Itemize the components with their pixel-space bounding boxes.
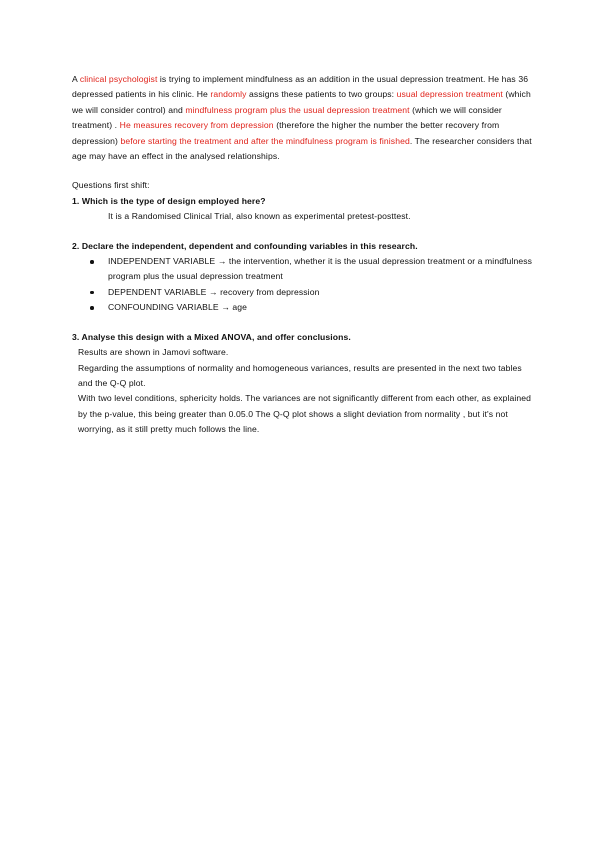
list-item-text: CONFOUNDING VARIABLE → age [108, 302, 248, 313]
intro-seg: is trying to implement mindfulness as an addition in the usual depression treatment. He has 36 depressed patients in his clinic. He [72, 74, 529, 100]
intro-seg-red: clinical psychologist [79, 74, 158, 84]
question-3-line: Regarding the assumptions of normality and homogeneous variances, results are presented in the next two tables and the Q-Q plot. [78, 362, 522, 388]
intro-seg: A [72, 74, 80, 84]
spacer [72, 316, 532, 330]
question-1-answer: It is a Randomised Clinical Trial, also known as experimental pretest-posttest. [108, 211, 411, 222]
list-item [72, 254, 532, 285]
question-3-title: 3. Analyse this design with a Mixed ANOVA, and offer conclusions. [72, 331, 351, 342]
question-3-line: With two level conditions, sphericity holds. The variances are not significantly different from each other, as explained by the p-value, this being greater than 0.05.0 The Q-Q plot shows a slight deviation from normality , but it's not worrying, as it still pretty much follows the line. [78, 393, 532, 435]
question-1-title: 1. Which is the type of design employed here? [72, 195, 266, 206]
intro-seg: (which we will consider control) and [72, 89, 531, 115]
spacer [72, 225, 532, 239]
intro-paragraph [72, 72, 532, 164]
intro-seg-red: randomly [210, 89, 247, 100]
bullet-icon [90, 306, 94, 310]
intro-seg-red: before starting the treatment and after the mindfulness program is finished [120, 135, 410, 146]
list-item-text: DEPENDENT VARIABLE → recovery from depression [108, 286, 320, 297]
question-2-title: 2. Declare the independent, dependent and confounding variables in this research. [72, 240, 418, 251]
question-3-line: Results are shown in Jamovi software. [78, 347, 229, 358]
bullet-icon [90, 291, 94, 295]
intro-seg-red: He measures recovery from depression [119, 120, 274, 131]
intro-seg: . The researcher considers that age may have an effect in the analysed relationships. [72, 135, 532, 162]
bullet-icon [90, 260, 94, 264]
intro-seg-red: mindfulness program plus the usual depression treatment [185, 104, 410, 115]
intro-seg: (therefore the higher the number the better recovery from depression) [72, 120, 500, 146]
intro-seg-red: usual depression treatment [396, 89, 503, 100]
intro-seg: assigns these patients to two groups: [246, 89, 397, 100]
document-content [72, 72, 532, 438]
variables-list [72, 254, 532, 316]
intro-seg: (which we will consider treatment) . [72, 104, 502, 131]
questions-label: Questions first shift: [72, 180, 150, 191]
list-item [72, 285, 532, 300]
list-item-text: INDEPENDENT VARIABLE → the intervention, whether it is the usual depression treatment or a mindfulness program plus the usual depression treatment [108, 256, 533, 282]
list-item [72, 300, 532, 315]
spacer [72, 164, 532, 178]
